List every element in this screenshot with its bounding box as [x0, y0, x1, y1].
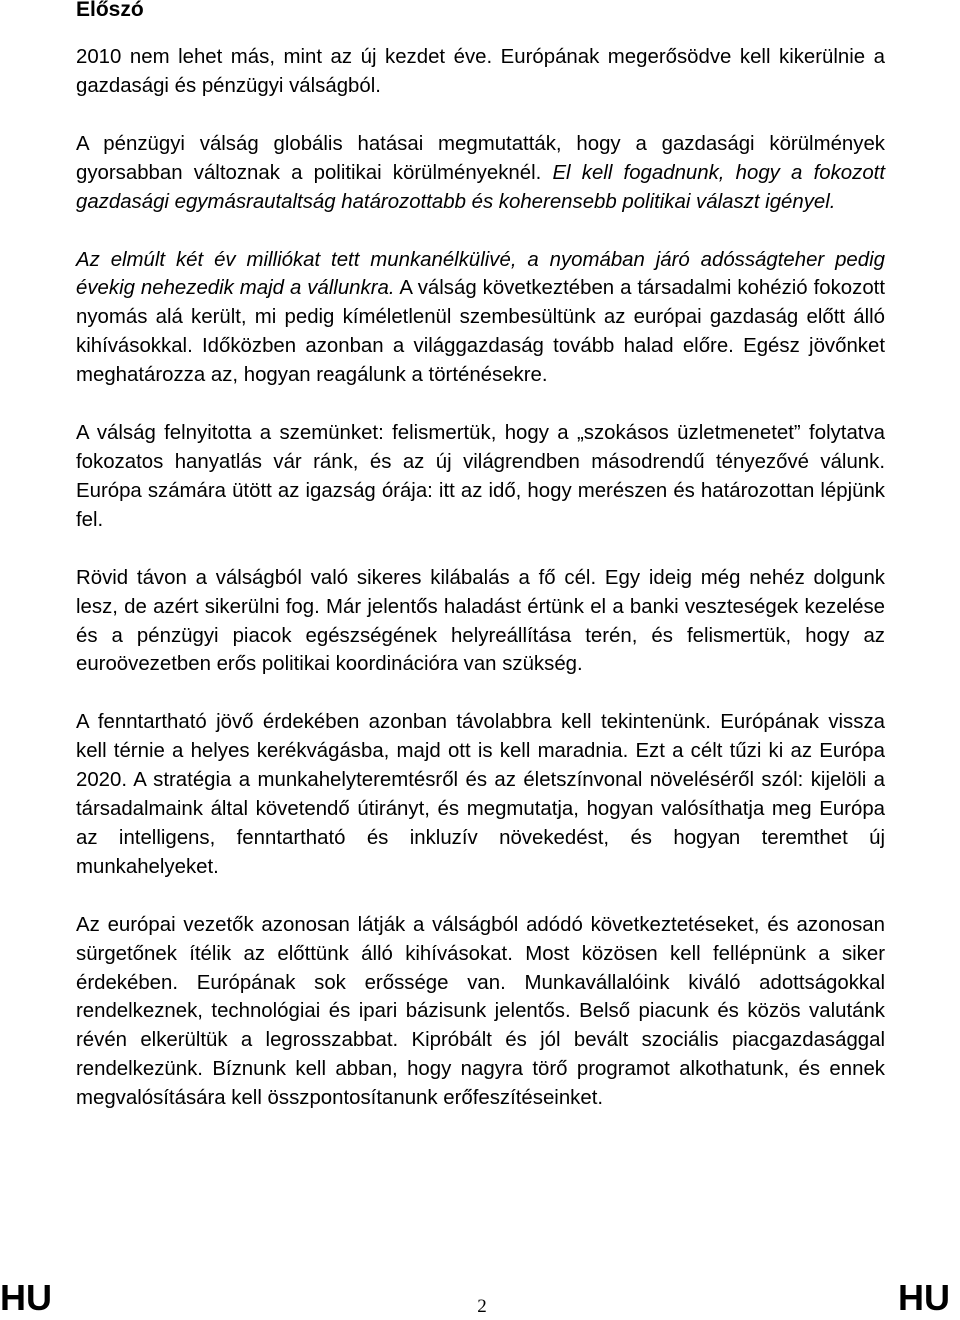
- paragraph: [76, 911, 885, 1113]
- text-segment: A pénzügyi válság globális hatásai megmutatták, hogy a gazdasági körülmények gyorsabban változnak a politikai körülményeknél.: [76, 132, 885, 184]
- paragraph: [76, 246, 885, 391]
- paragraph: [76, 708, 885, 881]
- paragraph: [76, 130, 885, 217]
- footer-language-label-right: HU: [898, 1277, 950, 1318]
- text-segment: A fenntartható jövő érdekében azonban távolabbra kell tekintenünk. Európának vissza kell térnie a helyes kerékvágásba, majd ott is kell maradnia. Ezt a célt tűzi ki az Európa 2020. A stratégia a munkahelyteremtésről és az életszínvonal növeléséről szól: kijelöli a társadalmaink által követendő útirányt, és megmutatja, hogyan valósíthatja meg Európa az intelligens, fenntartható és inkluzív növekedést, és hogyan teremthet új munkahelyeket.: [76, 711, 885, 878]
- paragraph: [76, 564, 885, 680]
- page-title: Előszó: [76, 0, 144, 21]
- text-segment: A válság következtében a társadalmi kohézió fokozott nyomás alá került, mi pedig kíméletlenül szembesültünk az európai gazdaság előtt álló kihívásokkal. Időközben azonban a világgazdaság tovább halad előre. Egész jövőnket meghatározza az, hogyan reagálunk a történésekre.: [76, 277, 885, 387]
- text-segment: Rövid távon a válságból való sikeres kilábalás a fő cél. Egy ideig még nehéz dolgunk lesz, de azért sikerülni fog. Már jelentős haladást értünk el a banki veszteségek kezelése és a pénzügyi piacok egészségének helyreállítása terén, és felismertük, hogy az euroövezetben erős politikai koordinációra van szükség.: [76, 566, 885, 676]
- text-segment: 2010 nem lehet más, mint az új kezdet éve. Európának megerősödve kell kikerülnie a gazdasági és pénzügyi válságból.: [76, 46, 885, 97]
- italic-text-segment: El kell fogadnunk, hogy a fokozott gazdasági egymásrautaltság határozottabb és koherensebb politikai választ igényel.: [76, 161, 885, 213]
- text-segment: Az európai vezetők azonosan látják a válságból adódó következtetéseket, és azonosan sürgetőnek ítélik az előttünk álló kihívásokat. Most közösen kell fellépnünk a siker érdekében. Európának sok erőssége van. Munkavállalóink kiváló adottságokkal rendelkeznek, technológiai és ipari bázisunk jelentős. Belső piacunk és közös valutánk révén elkerültük a legrosszabbat. Kipróbált és jól bevált szociális piacgazdasággal rendelkezünk. Bíznunk kell abban, hogy nagyra törő programot alkothatunk, és ennek megvalósítására kell összpontosítanunk erőfeszítéseinket.: [76, 913, 885, 1110]
- page-number: 2: [477, 1296, 487, 1317]
- paragraph: [76, 419, 885, 535]
- footer-language-label-left: HU: [0, 1277, 52, 1318]
- paragraph: [76, 43, 885, 101]
- text-segment: A válság felnyitotta a szemünket: felismertük, hogy a „szokásos üzletmenetet” folytatva fokozatos hanyatlás vár ránk, és az új világrendben másodrendű tényezővé válunk. Európa számára ütött az igazság órája: itt az idő, hogy merészen és határozottan lépjünk fel.: [76, 422, 885, 531]
- body-text: [76, 43, 885, 1142]
- italic-text-segment: Az elmúlt két év milliókat tett munkanélkülivé, a nyomában járó adósságteher pedig évekig nehezedik majd a vállunkra.: [76, 248, 885, 300]
